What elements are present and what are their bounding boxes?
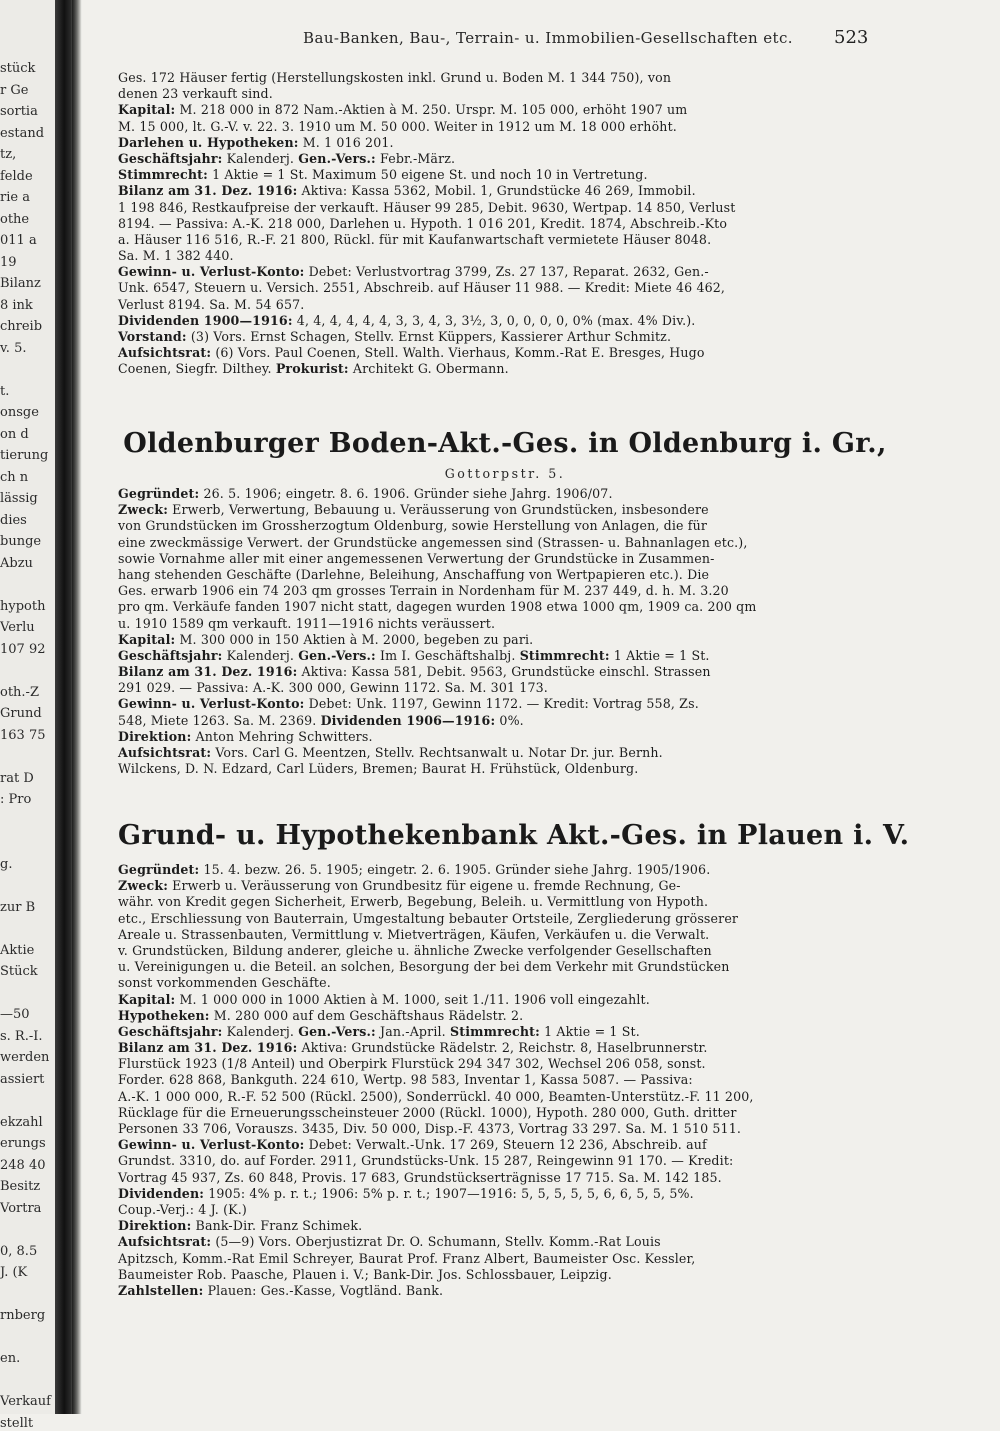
text-line xyxy=(118,502,892,518)
field-label: Gen.-Vers.: xyxy=(298,150,376,166)
field-text: 4, 4, 4, 4, 4, 4, 3, 3, 4, 3, 3½, 3, 0, 0, 0, 0, 0% (max. 4% Div.). xyxy=(296,312,696,328)
field-text: Jan.-April. xyxy=(380,1023,446,1039)
field-text: (3) Vors. Ernst Schagen, Stellv. Ernst Küppers, Kassierer Arthur Schmitz. xyxy=(190,329,672,344)
field-text: Coenen, Siegfr. Dilthey. xyxy=(118,361,272,377)
field-text: Kalenderj. xyxy=(226,647,295,663)
text-line xyxy=(118,1040,892,1056)
field-label: Gewinn- u. Verlust-Konto: xyxy=(118,696,305,712)
section-plauen xyxy=(118,862,892,1299)
margin-fragment: v. 5. xyxy=(0,340,27,356)
field-label: Kapital: xyxy=(118,991,176,1007)
field-text: 1905: 4% p. r. t.; 1906: 5% p. r. t.; 1907—1916: 5, 5, 5, 5, 5, 6, 6, 5, 5, 5%. xyxy=(208,1185,694,1201)
text-line: Ges. 172 Häuser fertig (Herstellungskosten inkl. Grund u. Boden M. 1 344 750), von xyxy=(118,70,672,85)
text-line xyxy=(118,135,892,151)
text-line: sowie Vornahme aller mit einer angemessenen Verwertung der Grundstücke in Zusammen- xyxy=(118,550,715,566)
margin-fragment: chreib xyxy=(0,319,43,334)
text-line: Vortrag 45 937, Zs. 60 848, Provis. 17 683, Grundstückserträgnisse 17 715. Sa. M. 142 185. xyxy=(118,1169,722,1185)
text-line xyxy=(118,183,892,199)
text-line xyxy=(118,878,892,894)
text-line xyxy=(118,729,892,745)
text-line: Areale u. Strassenbauten, Vermittlung v. Mietverträgen, Käufen, Verkäufen u. die Verwalt. xyxy=(118,926,710,942)
field-label: Gen.-Vers.: xyxy=(298,1023,376,1039)
margin-fragment: 107 92 xyxy=(0,641,46,657)
margin-fragment: felde xyxy=(0,168,33,184)
field-label: Gegründet: xyxy=(118,486,200,501)
text-line: Wilckens, D. N. Edzard, Carl Lüders, Bremen; Baurat H. Frühstück, Oldenburg. xyxy=(118,761,639,777)
text-line xyxy=(118,1186,892,1202)
field-label: Prokurist: xyxy=(275,361,349,377)
text-line xyxy=(118,664,892,680)
field-text: M. 1 000 000 in 1000 Aktien à M. 1000, seit 1./11. 1906 voll eingezahlt. xyxy=(179,991,650,1007)
document-page xyxy=(82,0,1000,1414)
text-line: M. 15 000, lt. G.-V. v. 22. 3. 1910 um M. 50 000. Weiter in 1912 um M. 18 000 erhöht. xyxy=(118,118,677,134)
text-line: 1 198 846, Restkaufpreise der verkauft. Häuser 99 285, Debit. 9630, Wertpap. 14 850, Verlust xyxy=(118,199,736,215)
field-label: Aufsichtsrat: xyxy=(118,745,212,760)
field-text: 548, Miete 1263. Sa. M. 2369. xyxy=(118,712,317,728)
margin-fragment: hypoth xyxy=(0,598,46,614)
margin-fragment: 19 xyxy=(0,254,17,270)
margin-fragment: t. xyxy=(0,383,10,399)
firm-title-oldenburg: Oldenburger Boden-Akt.-Ges. in Oldenburg i. Gr., xyxy=(123,428,887,459)
left-page-margin-fragment xyxy=(0,0,58,1431)
margin-fragment: Abzu xyxy=(0,555,33,571)
text-line: Grundst. 3310, do. auf Forder. 2911, Grundstücks-Unk. 15 287, Reingewinn 91 170. — Kredit: xyxy=(118,1153,734,1169)
text-line xyxy=(118,1283,892,1299)
field-label: Aufsichtsrat: xyxy=(118,1234,212,1250)
binding-edge-shadow xyxy=(72,0,82,1414)
text-line xyxy=(118,1218,892,1234)
text-line xyxy=(118,713,892,729)
margin-fragment: estand xyxy=(0,125,45,141)
field-text: Kalenderj. xyxy=(226,1023,295,1039)
field-text: Anton Mehring Schwitters. xyxy=(195,728,373,744)
text-line xyxy=(118,151,892,167)
field-label: Dividenden: xyxy=(118,1185,205,1201)
text-line xyxy=(118,1137,892,1153)
text-line xyxy=(118,361,892,377)
firm-address-oldenburg: Gottorpstr. 5. xyxy=(444,466,566,481)
text-line xyxy=(118,696,892,712)
margin-fragment: Stück xyxy=(0,964,38,979)
margin-fragment: assiert xyxy=(0,1071,45,1087)
field-label: Bilanz am 31. Dez. 1916: xyxy=(118,664,298,680)
margin-fragment: erungs xyxy=(0,1136,46,1151)
margin-fragment: onsge xyxy=(0,405,39,420)
field-label: Geschäftsjahr: xyxy=(118,150,223,166)
field-label: Bilanz am 31. Dez. 1916: xyxy=(118,183,298,199)
text-line: Flurstück 1923 (1/8 Anteil) und Oberpirk Flurstück 294 347 302, Wechsel 206 058, sonst. xyxy=(118,1056,706,1072)
margin-fragment: J. (K xyxy=(0,1265,28,1280)
text-line: Forder. 628 868, Bankguth. 224 610, Wertp. 98 583, Inventar 1, Kassa 5087. — Passiva: xyxy=(118,1072,693,1088)
text-line xyxy=(118,329,892,345)
text-line xyxy=(118,745,892,761)
field-label: Zahlstellen: xyxy=(118,1282,204,1298)
margin-fragment: : Pro xyxy=(0,792,32,807)
field-text: Aktiva: Kassa 581, Debit. 9563, Grundstücke einschl. Strassen xyxy=(301,664,711,680)
field-label: Gegründet: xyxy=(118,862,200,877)
text-line: 8194. — Passiva: A.-K. 218 000, Darlehen u. Hypoth. 1 016 201, Kredit. 1874, Abschreib.-Kto xyxy=(118,215,728,231)
margin-fragment: 011 a xyxy=(0,233,37,248)
field-text: Bank-Dir. Franz Schimek. xyxy=(195,1218,363,1234)
text-line xyxy=(118,1008,892,1024)
field-label: Kapital: xyxy=(118,631,176,647)
margin-fragment: Aktie xyxy=(0,942,35,958)
margin-fragment: bunge xyxy=(0,534,42,549)
margin-fragment: werden xyxy=(0,1050,50,1065)
firm-title-plauen: Grund- u. Hypothekenbank Akt.-Ges. in Plauen i. V. xyxy=(118,820,910,851)
text-line xyxy=(118,862,892,878)
text-line xyxy=(118,313,892,329)
text-line: währ. von Kredit gegen Sicherheit, Erwerb, Begebung, Beleih. u. Vermittlung von Hypoth. xyxy=(118,894,709,910)
field-text: (6) Vors. Paul Coenen, Stell. Walth. Vierhaus, Komm.-Rat E. Bresges, Hugo xyxy=(215,345,705,361)
field-text: Debet: Verwalt.-Unk. 17 269, Steuern 12 236, Abschreib. auf xyxy=(308,1137,707,1153)
margin-fragment: 8 ink xyxy=(0,297,33,313)
section-previous-company xyxy=(118,70,892,378)
margin-fragment: dies xyxy=(0,512,27,528)
margin-fragment: 163 75 xyxy=(0,727,46,743)
margin-fragment: Bilanz xyxy=(0,276,41,291)
field-text: 0%. xyxy=(499,712,524,728)
field-label: Darlehen u. Hypotheken: xyxy=(118,134,299,150)
page-number: 523 xyxy=(834,27,869,48)
section-oldenburg xyxy=(118,486,892,777)
text-line xyxy=(118,1024,892,1040)
text-line: sonst vorkommenden Geschäfte. xyxy=(118,975,331,991)
text-line: eine zweckmässige Verwert. der Grundstücke angemessen sind (Strassen- u. Bahnanlagen etc.), xyxy=(118,534,748,550)
field-label: Zweck: xyxy=(118,502,168,518)
text-line: u. Vereinigungen u. die Beteil. an solchen, Besorgung der bei dem Verkehr mit Grundstücken xyxy=(118,959,730,975)
field-label: Dividenden 1906—1916: xyxy=(320,712,496,728)
field-text: 1 Aktie = 1 St. Maximum 50 eigene St. und noch 10 in Vertretung. xyxy=(212,167,648,183)
margin-fragment: r Ge xyxy=(0,82,29,98)
field-label: Aufsichtsrat: xyxy=(118,345,212,361)
margin-fragment: on d xyxy=(0,426,29,442)
margin-fragment: ch n xyxy=(0,469,29,485)
field-text: (5—9) Vors. Oberjustizrat Dr. O. Schumann, Stellv. Komm.-Rat Louis xyxy=(215,1234,661,1250)
margin-fragment: rnberg xyxy=(0,1308,46,1323)
text-line xyxy=(118,648,892,664)
field-text: Aktiva: Grundstücke Rädelstr. 2, Reichstr. 8, Haselbrunnerstr. xyxy=(301,1040,708,1056)
text-line: 291 029. — Passiva: A.-K. 300 000, Gewinn 1172. Sa. M. 301 173. xyxy=(118,680,548,696)
field-label: Hypotheken: xyxy=(118,1007,210,1023)
text-line: etc., Erschliessung von Bauterrain, Umgestaltung bebauter Ortsteile, Zergliederung grösserer xyxy=(118,910,739,926)
margin-fragment: en. xyxy=(0,1351,21,1366)
text-line xyxy=(118,486,892,502)
field-text: Aktiva: Kassa 5362, Mobil. 1, Grundstücke 46 269, Immobil. xyxy=(301,183,696,199)
field-text: Febr.-März. xyxy=(380,150,456,166)
field-text: Erwerb, Verwertung, Bebauung u. Veräusserung von Grundstücken, insbesondere xyxy=(172,502,709,518)
field-label: Gen.-Vers.: xyxy=(298,647,376,663)
field-text: Vors. Carl G. Meentzen, Stellv. Rechtsanwalt u. Notar Dr. jur. Bernh. xyxy=(215,745,663,760)
text-line xyxy=(118,345,892,361)
text-line xyxy=(118,632,892,648)
field-text: Kalenderj. xyxy=(226,150,295,166)
text-line xyxy=(118,1234,892,1250)
margin-fragment: tz, xyxy=(0,147,17,162)
field-label: Gewinn- u. Verlust-Konto: xyxy=(118,264,305,280)
margin-fragment: stück xyxy=(0,61,36,76)
text-line: Verlust 8194. Sa. M. 54 657. xyxy=(118,296,305,312)
field-label: Direktion: xyxy=(118,728,192,744)
field-label: Geschäftsjahr: xyxy=(118,1023,223,1039)
field-text: M. 280 000 auf dem Geschäftshaus Rädelstr. 2. xyxy=(213,1007,524,1023)
margin-fragment: Verkauf xyxy=(0,1394,51,1409)
field-text: M. 1 016 201. xyxy=(302,134,394,150)
text-line xyxy=(118,167,892,183)
text-line xyxy=(118,992,892,1008)
margin-fragment: 248 40 xyxy=(0,1157,46,1173)
field-label: Stimmrecht: xyxy=(118,167,208,183)
text-line: Personen 33 706, Vorauszs. 3435, Div. 50 000, Disp.-F. 4373, Vortrag 33 297. Sa. M. 1 510 511. xyxy=(118,1121,742,1136)
margin-fragment: zur B xyxy=(0,899,36,915)
field-text: Architekt G. Obermann. xyxy=(352,361,509,377)
text-line: denen 23 verkauft sind. xyxy=(118,86,273,102)
margin-fragment: othe xyxy=(0,211,30,227)
margin-fragment: rie a xyxy=(0,190,30,205)
text-line xyxy=(118,102,892,118)
field-text: 15. 4. bezw. 26. 5. 1905; eingetr. 2. 6. 1905. Gründer siehe Jahrg. 1905/1906. xyxy=(203,862,711,877)
text-line: Baumeister Rob. Paasche, Plauen i. V.; Bank-Dir. Jos. Schlossbauer, Leipzig. xyxy=(118,1266,612,1282)
text-line: Coup.-Verj.: 4 J. (K.) xyxy=(118,1201,247,1217)
field-label: Dividenden 1900—1916: xyxy=(118,312,293,328)
field-text: 1 Aktie = 1 St. xyxy=(613,647,710,663)
margin-fragment: g. xyxy=(0,856,13,872)
field-text: Im I. Geschäftshalbj. xyxy=(380,647,516,663)
margin-fragment: Besitz xyxy=(0,1179,41,1194)
margin-fragment: s. R.-I. xyxy=(0,1028,43,1044)
field-text: Plauen: Ges.-Kasse, Vogtländ. Bank. xyxy=(207,1282,444,1298)
text-line: u. 1910 1589 qm verkauft. 1911—1916 nichts veräussert. xyxy=(118,615,496,631)
field-text: 1 Aktie = 1 St. xyxy=(544,1023,640,1039)
margin-fragment: stellt xyxy=(0,1415,34,1431)
text-line: a. Häuser 116 516, R.-F. 21 800, Rückl. für mit Kaufanwartschaft vermietete Häuser 8048. xyxy=(118,231,712,247)
running-head: Bau-Banken, Bau-, Terrain- u. Immobilien-Gesellschaften etc. xyxy=(303,29,793,47)
field-text: Debet: Unk. 1197, Gewinn 1172. — Kredit: Vortrag 558, Zs. xyxy=(308,696,699,712)
text-line: von Grundstücken im Grossherzogtum Oldenburg, sowie Herstellung von Anlagen, die für xyxy=(118,518,708,534)
field-label: Vorstand: xyxy=(118,329,187,344)
field-label: Bilanz am 31. Dez. 1916: xyxy=(118,1040,298,1056)
margin-fragment: sortia xyxy=(0,104,38,119)
margin-fragment: tierung xyxy=(0,448,49,463)
field-text: M. 300 000 in 150 Aktien à M. 2000, begeben zu pari. xyxy=(179,631,534,647)
field-text: 26. 5. 1906; eingetr. 8. 6. 1906. Gründer siehe Jahrg. 1906/07. xyxy=(203,486,613,501)
field-label: Zweck: xyxy=(118,878,168,894)
field-text: Debet: Verlustvortrag 3799, Zs. 27 137, Reparat. 2632, Gen.- xyxy=(308,264,709,280)
text-line: Unk. 6547, Steuern u. Versich. 2551, Abschreib. auf Häuser 11 988. — Kredit: Miete 46 462, xyxy=(118,280,726,296)
field-label: Geschäftsjahr: xyxy=(118,647,223,663)
margin-fragment: rat D xyxy=(0,770,34,786)
text-line: v. Grundstücken, Bildung anderer, gleiche u. ähnliche Zwecke verfolgender Gesellschaften xyxy=(118,942,712,958)
margin-fragment: lässig xyxy=(0,491,38,506)
text-line: pro qm. Verkäufe fanden 1907 nicht statt, dagegen wurden 1908 etwa 1000 qm, 1909 ca. 200 qm xyxy=(118,599,757,615)
text-line: hang stehenden Geschäfte (Darlehne, Beleihung, Anschaffung von Wertpapieren etc.). Die xyxy=(118,566,710,582)
margin-fragment: 0, 8.5 xyxy=(0,1243,38,1259)
margin-fragment: —50 xyxy=(0,1007,30,1022)
margin-fragment: ekzahl xyxy=(0,1114,43,1130)
text-line xyxy=(118,264,892,280)
margin-fragment: Grund xyxy=(0,706,42,721)
field-text: M. 218 000 in 872 Nam.-Aktien à M. 250. Urspr. M. 105 000, erhöht 1907 um xyxy=(179,102,688,118)
field-label: Stimmrecht: xyxy=(519,647,610,663)
text-line: Apitzsch, Komm.-Rat Emil Schreyer, Baurat Prof. Franz Albert, Baumeister Osc. Kessler, xyxy=(118,1250,696,1266)
field-text: Erwerb u. Veräusserung von Grundbesitz für eigene u. fremde Rechnung, Ge- xyxy=(172,878,681,894)
margin-fragment: Vortra xyxy=(0,1200,42,1216)
field-label: Gewinn- u. Verlust-Konto: xyxy=(118,1137,305,1153)
margin-fragment: Verlu xyxy=(0,620,35,635)
field-label: Direktion: xyxy=(118,1218,192,1234)
text-line: Ges. erwarb 1906 ein 74 203 qm grosses Terrain in Nordenham für M. 237 449, d. h. M. 3.20 xyxy=(118,583,729,599)
margin-fragment: oth.-Z xyxy=(0,684,39,700)
field-label: Stimmrecht: xyxy=(449,1023,540,1039)
field-label: Kapital: xyxy=(118,102,176,118)
text-line: A.-K. 1 000 000, R.-F. 52 500 (Rückl. 2500), Sonderrückl. 40 000, Beamten-Unterstütz.-F. 11 200, xyxy=(118,1088,754,1104)
text-line: Rücklage für die Erneuerungsscheinsteuer 2000 (Rückl. 1000), Hypoth. 280 000, Guth. dritter xyxy=(118,1104,737,1120)
text-line: Sa. M. 1 382 440. xyxy=(118,248,234,264)
